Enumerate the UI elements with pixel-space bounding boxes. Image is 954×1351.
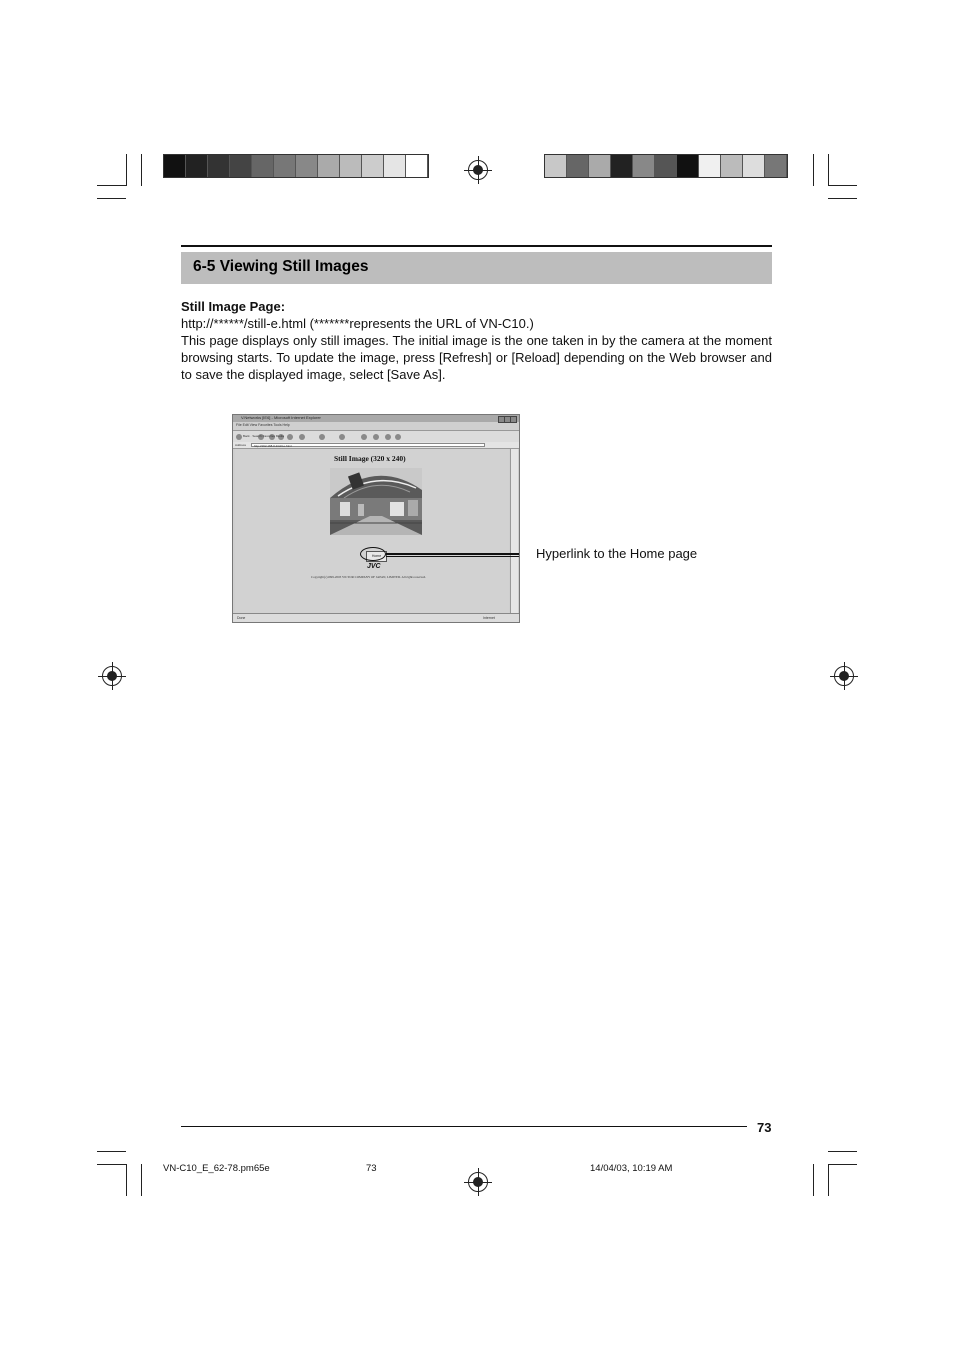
browser-content	[235, 449, 509, 615]
favorites-icon	[319, 434, 325, 440]
slug-page: 73	[366, 1163, 377, 1174]
media-icon	[339, 434, 345, 440]
home-icon	[287, 434, 293, 440]
section-title: 6-5 Viewing Still Images	[193, 258, 369, 275]
crop-mark	[126, 154, 127, 186]
toolbar-labels: Back · Search Favorites Media	[243, 434, 285, 438]
scrollbar	[510, 449, 518, 615]
description-paragraph: This page displays only still images. The initial image is the one taken in by the camera at the moment browsing starts. To update the image, press [Refresh] or [Reload] depending on the Web browser and to save the displayed image, select [Save As].	[181, 333, 772, 382]
browser-statusbar	[233, 613, 519, 622]
crop-mark	[126, 1164, 127, 1196]
crop-mark	[813, 1164, 814, 1196]
print-icon	[385, 434, 391, 440]
still-image-photo	[330, 468, 422, 535]
registration-mark	[468, 160, 488, 180]
copyright-text: Copyright(c)1999-2003 VICTOR COMPANY OF JAPAN, LIMITED. All rights reserved.	[311, 575, 427, 579]
crop-mark	[828, 185, 857, 186]
callout-leader-line	[386, 556, 519, 557]
crop-mark	[97, 185, 126, 186]
status-left: Done	[237, 616, 246, 620]
crop-mark	[141, 1164, 142, 1196]
url-line: http://******/still-e.html (*******represents the URL of VN-C10.)	[181, 316, 534, 331]
slug-date: 14/04/03, 10:19 AM	[590, 1163, 673, 1174]
color-control-bar	[544, 154, 788, 178]
crop-mark	[828, 198, 857, 199]
jvc-logo: JVC	[367, 563, 381, 570]
callout-leader-line	[386, 553, 519, 555]
status-right: Internet	[483, 616, 495, 620]
address-bar	[233, 442, 519, 449]
crop-mark	[828, 154, 829, 186]
crop-mark	[828, 1164, 829, 1196]
search-icon	[299, 434, 305, 440]
crop-mark	[97, 1151, 126, 1152]
registration-mark	[834, 666, 854, 686]
crop-mark	[97, 1164, 126, 1165]
camera-image	[330, 468, 422, 535]
registration-mark	[102, 666, 122, 686]
crop-mark	[828, 1151, 857, 1152]
home-button[interactable]: Home	[366, 551, 387, 562]
mail-icon	[373, 434, 379, 440]
back-icon	[236, 434, 242, 440]
history-icon	[361, 434, 367, 440]
section-rule	[181, 245, 772, 247]
crop-mark	[813, 154, 814, 186]
crop-mark	[828, 1164, 857, 1165]
gray-scale-bar	[163, 154, 429, 178]
footer-rule	[181, 1126, 747, 1127]
crop-mark	[97, 198, 126, 199]
browser-screenshot	[232, 414, 520, 623]
callout-oval	[360, 547, 386, 561]
address-label: Address	[235, 443, 247, 447]
address-field: http://192.168.0.2/still-e.html	[251, 443, 485, 447]
still-image-heading: Still Image (320 x 240)	[334, 454, 406, 463]
page-number: 73	[757, 1120, 772, 1135]
close-icon	[510, 416, 517, 423]
slug-file: VN-C10_E_62-78.pm65e	[163, 1163, 270, 1174]
browser-title: V.Networks [IE6] - Microsoft Internet Explorer	[241, 415, 321, 420]
registration-mark	[468, 1172, 488, 1192]
crop-mark	[141, 154, 142, 186]
callout-label: Hyperlink to the Home page	[536, 546, 698, 561]
subheading: Still Image Page:	[181, 299, 286, 314]
edit-icon	[395, 434, 401, 440]
browser-menu: File Edit View Favorites Tools Help	[236, 423, 290, 427]
